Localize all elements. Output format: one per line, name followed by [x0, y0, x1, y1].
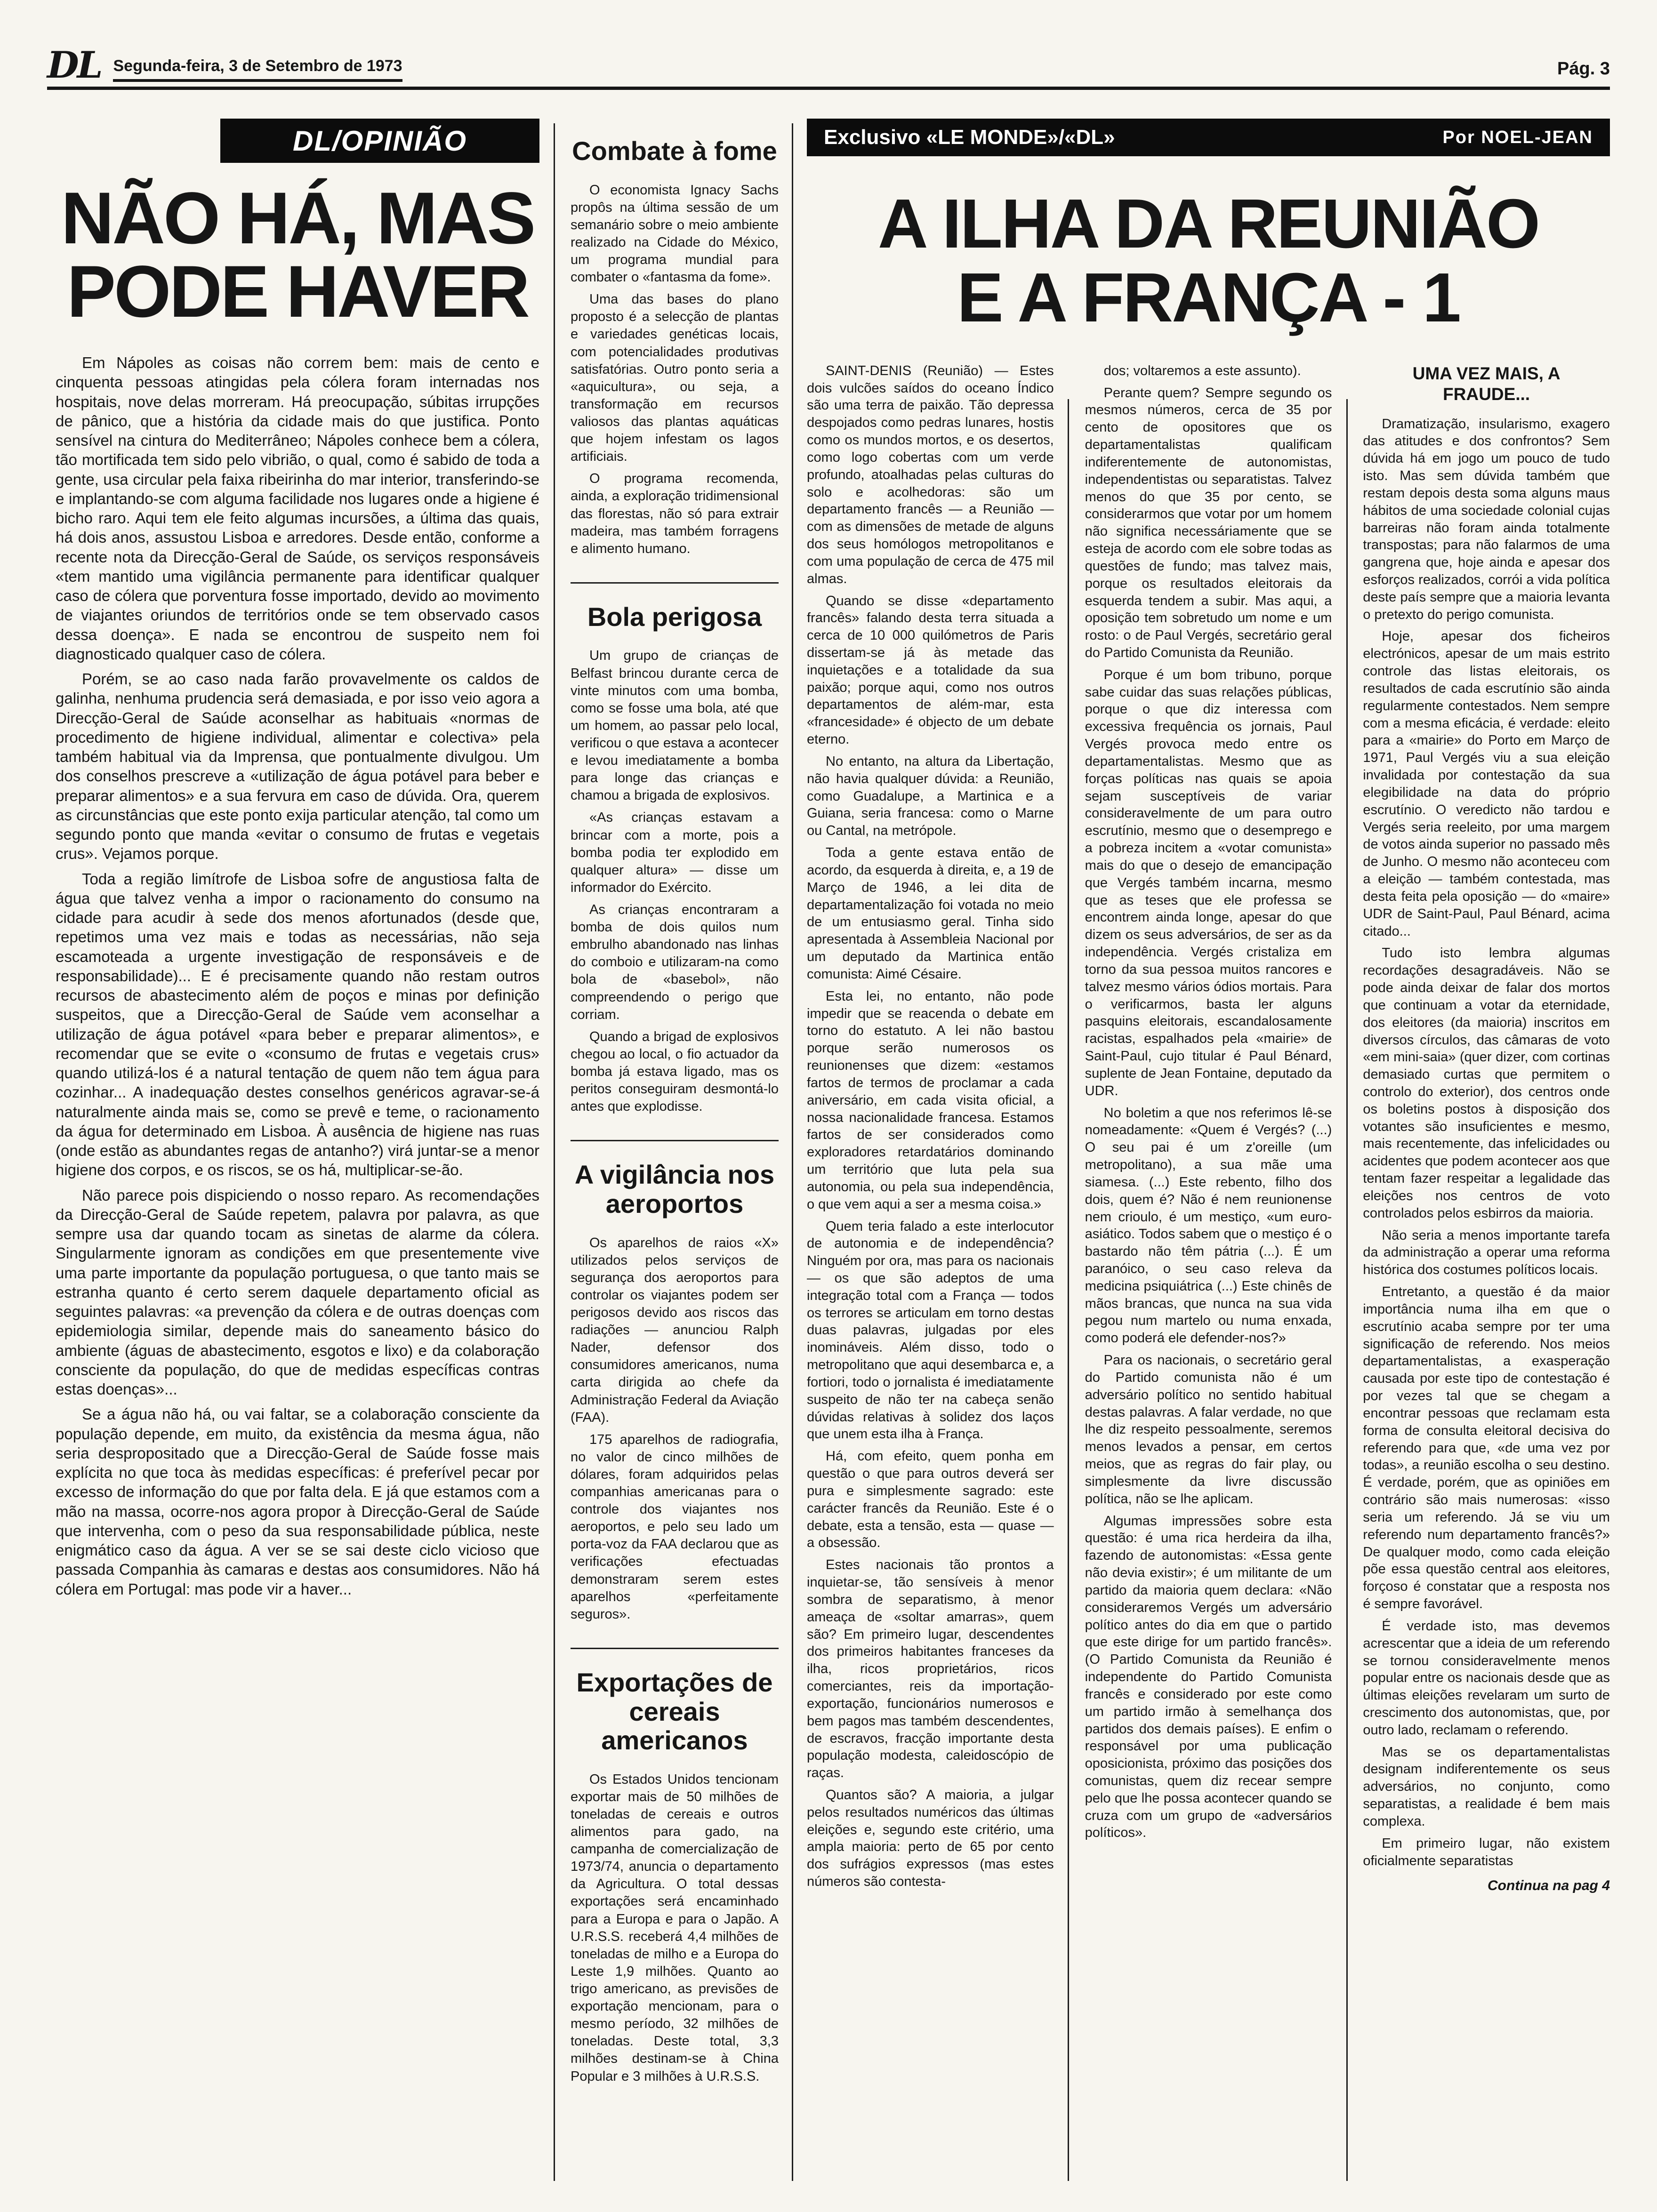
paragraph: Em Nápoles as coisas não correm bem: mais de cento e cinquenta pessoas atingidas pela cólera foram internadas nos hospitais, nove delas morreram. Há preocupação, súbitas irrupções de pânico, que a história da cidade mais do que justifica. Ponto sensível na cintura do Mediterrâneo; Nápoles conhece bem a cólera, tão mortificada tem sido pelo vibrião, o qual, como é sabido de toda a gente, usa circular pela faixa ribeirinha do mar interior, transferindo-se e implantando-se com alguma facilidade nos lugares onde a higiene é bicho raro. Aqui tem ele feito algumas incursões, a última das quais, há dois anos, assustou Lisboa e arredores. Desde então, conforme a recente nota da Direcção-Geral de Saúde, os serviços responsáveis «tem mantido uma vigilância permanente para identificar qualquer caso de cólera que porventura fosse importado, devido ao movimento de viajantes oriundos de territórios onde se tem observado casos dessa doença». E nada se encontrou de suspeito nem foi diagnosticado qualquer caso de cólera. [56, 354, 539, 663]
paragraph: Não parece pois dispiciendo o nosso reparo. As recomendações da Direcção-Geral de Saúde repetem, palavra por palavra, as que sempre usa dar quando tocam as sinetas de alarme da cólera. Singularmente ignoram as condições em que presentemente vive uma parte importante da população portuguesa, o que tanto mais se estranha quanto é certo serem daquele departamento oficial as seguintes palavras: «a prevenção da cólera e de outras doenças com epidemiologia similar, depende mais do saneamento básico do ambiente (águas de abastecimento, esgotos e lixo) e da colaboração consciente da população, do que de medidas específicas contras estas doenças»... [56, 1186, 539, 1398]
paragraph: Toda a região limítrofe de Lisboa sofre de angustiosa falta de água que talvez venha a impor o racionamento do consumo na cidade para acudir à sede dos menos afortunados (desde que, repetimos uma vez mais e todas as necessárias, não seja escamoteada a urgente investigação de responsáveis e de responsabilidade)... E é precisamente quando não restam outros recursos de abastecimento além de poços e minas por definição suspeitos, que a Direcção-Geral de Saúde vem aconselhar a utilização de água potável «para beber e preparar alimentos», e recomendar que se evite o «consumo de frutas e vegetais crus» quando utilizá-los é a natural tentação de quem não tem água para cozinhar... A inadequação destes conselhos genéricos agravar-se-á naturalmente ainda mais se, como se prevê e teme, o racionamento da água for determinado em Lisboa. À ausência de higiene nas ruas (onde estão as abundantes regas de antanho?) virá juntar-se a menor higiene dos corpos, e os riscos, se os há, multiplicar-se-ão. [56, 870, 539, 1179]
feature-headline-line1: A ILHA DA REUNIÃO [877, 185, 1539, 263]
paragraph: SAINT-DENIS (Reunião) — Estes dois vulcões saídos do oceano Índico são uma terra de paixão. Tão depressa despojados como pedras lunares, hostis como os mundos mortos, e os desertos, como logo cobertas com um verde profundo, atoalhadas pelas culturas do solo e acolhedoras: são um departamento francês — a Reunião — com as dimensões de metade de alguns dos seus homólogos metropolitanos e com uma população de cerca de 475 mil almas. [807, 363, 1054, 586]
paragraph: Uma das bases do plano proposto é a selecção de plantas e variedades genéticas locais, com potencialidades produtivas satisfatórias. Outro ponto seria a «aquicultura», ou seja, a transformação em recursos valiosos das plantas aquáticas que hojem infestam os lagos artificiais. [571, 292, 779, 465]
paragraph: Se a água não há, ou vai faltar, se a colaboração consciente da população depende, em muito, da existência da mesma água, não seria despropositado que a Direcção-Geral de Saúde fosse mais explícita no que toca às medidas específicas: é preferível pecar por excesso de informação do que por falta dela. E já que estamos com a mão na massa, ocorre-nos agora propor à Direcção-Geral de Saúde que intervenha, com o peso da sua responsabilidade pública, neste enigmático caso da água. A ver se se sai deste ciclo vicioso que passada Companhia às camaras e destas aos consumidores. Não há cólera em Portugal: mas pode vir a haver... [56, 1405, 539, 1598]
newspaper-logo: DL [47, 43, 101, 87]
paragraph: As crianças encontraram a bomba de dois quilos num embrulho abandonado nas linhas do comboio e utilizaram-na como bola de «basebol», não compreendendo o perigo que corriam. [571, 902, 779, 1022]
paragraph: dos; voltaremos a este assunto). [1103, 363, 1301, 378]
feature-column-1 [807, 362, 1054, 2137]
exclusive-label: Exclusivo «LE MONDE»/«DL» [824, 126, 1115, 149]
paragraph: Há, com efeito, quem ponha em questão o que para outros deverá ser pura e simplesmente sagrado: este carácter francês da Reunião. Este é o debate, esta a tensão, esta — quase — a obsessão. [807, 1449, 1054, 1551]
paragraph: Hoje, apesar dos ficheiros electrónicos, apesar de um mais estrito controle das listas eleitorais, os resultados de cada escrutínio são ainda regularmente contestados. Nem sempre com a mesma eficácia, é verdade: eleito para a «mairie» do Porto em Março de 1971, Paul Vergés viu a sua eleição invalidada por contestação da sua elegibilidade na data do próprio escrutínio. O veredicto não tardou e Vergés seria reeleito, por uma margem de votos ainda superior no passado mês de Junho. O mesmo não aconteceu com a eleição — também contestada, mas desta feita pela oposição — do «maire» UDR de Saint-Paul, Paul Bénard, acima citado... [1363, 629, 1610, 939]
opinion-article [56, 119, 539, 2185]
page-number: Pág. 3 [1557, 59, 1610, 79]
paragraph: Os aparelhos de raios «X» utilizados pelos serviços de segurança dos aeroportos para controlar os viajantes podem ser perigosos devido aos riscos das radiações — anunciou Ralph Nader, defensor dos consumidores americanos, numa carta dirigida ao chefe da Administração Federal da Aviação (FAA). [571, 1235, 779, 1425]
byline: Por NOEL-JEAN [1442, 127, 1593, 147]
feature-column-3 [1363, 362, 1610, 2137]
continuation-note: Continua na pag 4 [1488, 1878, 1610, 1894]
paragraph: Quantos são? A maioria, a julgar pelos resultados numéricos das últimas eleições e, segundo este critério, uma ampla maioria: perto de 65 por cento dos sufrágios expressos (mas estes números são contesta- [807, 1787, 1054, 1890]
opinion-headline [56, 177, 539, 333]
article-title: A vigilância nos aeroportos [574, 1160, 775, 1218]
opinion-section-label: DL/OPINIÃO [220, 119, 539, 163]
article-vigilancia-aeroportos [571, 1140, 779, 1623]
news-briefs-column [571, 126, 779, 2188]
paragraph: Algumas impressões sobre esta questão: é uma rica herdeira da ilha, fazendo de autonomistas: «Essa gente não devia existir»; é um militante de um partido da maioria quem declara: «Não consideraremos Vergés um adversário político antes do dia em que o partido que este dirige for um partido francês». (O Partido Comunista da Reunião é independente do Partido Comunista francês e considerado por este como um partido irmão à semelhança dos partidos dos demais países). E enfim o responsável por uma publicação oposicionista, próximo das posições dos comunistas, quem diz recear sempre pelo que lhe possa acontecer quando se cruza com um grupo de «adversários políticos». [1085, 1513, 1332, 1841]
paragraph: É verdade isto, mas devemos acrescentar que a ideia de um referendo se tornou consideravelmente menos popular entre os nacionais desde que as últimas eleições revelaram um surto de crescimento dos autonomistas, que, por outro lado, reclamam o referendo. [1363, 1618, 1610, 1738]
article-title: Exportações de cereais americanos [576, 1667, 773, 1755]
masthead-rule [47, 87, 1610, 90]
edition-date: Segunda-feira, 3 de Setembro de 1973 [113, 57, 402, 82]
column-rule [554, 123, 555, 2181]
paragraph: Porque é um bom tribuno, porque sabe cuidar das suas relações públicas, porque o que diz interessa com excessiva frequência os jornais, Paul Vergés provoca medo entre os departamentalistas. Mesmo que as forças políticas nas quais se apoia sejam susceptíveis de variar consideravelmente de um para outro escrutínio, mesmo que o desemprego e a pobreza incitem a «votar comunista» mais do que o desejo de emancipação que Vergés também incarna, mesmo que as teses que ele professa se encontrem ainda longe, apesar do que dizem os seus adversários, de ser as da independência. Vergés cristaliza em torno da sua pessoa muitos rancores e talvez mesmo vários ódios mortais. Para o verificarmos, basta ler alguns pasquins eleitorais, escandalosamente racistas, espalhados pela «mairie» de Saint-Paul, cujo titular é Paul Bénard, suplente de Jean Fontaine, deputado da UDR. [1085, 667, 1332, 1098]
paragraph: Quando se disse «departamento francês» falando desta terra situada a cerca de 10 000 quilómetros de Paris dissertam-se já às metade das inquietações e a totalidade da sua paixão; porque aqui, como nos outros departamentos de além-mar, esta «francesidade» é objecto de um debate eterno. [807, 593, 1054, 747]
paragraph: Os Estados Unidos tencionam exportar mais de 50 milhões de toneladas de cereais e outros alimentos para gado, na campanha de comercialização de 1973/74, anuncia o departamento da Agricultura. O total dessas exportações será encaminhado para a Europa e para o Japão. A U.R.S.S. receberá 4,4 milhões de toneladas de milho e a Europa do Leste 1,9 milhões. Quanto ao trigo americano, as previsões de exportação mencionam, para o mesmo período, 32 milhões de toneladas. Deste total, 3,3 milhões destinam-se à China Popular e 3 milhões à U.R.S.S. [571, 1771, 779, 2084]
feature-kicker-bar [807, 119, 1610, 156]
paragraph: Estes nacionais tão prontos a inquietar-se, tão sensíveis à menor sombra de separatismo, à menor ameaça de «soltar amarras», quem são? Em primeiro lugar, descendentes dos primeiros habitantes franceses da ilha, ricos proprietários, ricos comerciantes, reis da importação-exportação, funcionários numerosos e bem pagos mas também descendentes, de escravos, fracção importante desta população modesta, caleidoscópio de raças. [807, 1557, 1054, 1781]
feature-columns [807, 362, 1610, 2137]
paragraph: Em primeiro lugar, não existem oficialmente separatistas [1363, 1835, 1610, 1868]
paragraph: 175 aparelhos de radiografia, no valor de cinco milhões de dólares, foram adquiridos pelas companhias americanas para o controle dos viajantes nos aeroportos, e pelo seu lado um porta-voz da FAA declarou que as verificações efectuadas demonstraram serem estes aparelhos «perfeitamente seguros». [571, 1432, 779, 1622]
feature-headline-line2: E A FRANÇA - 1 [957, 258, 1460, 337]
masthead [47, 41, 1610, 87]
paragraph: Tudo isto lembra algumas recordações desagradáveis. Não se pode ainda deixar de falar dos mortos que continuam a votar da eternidade, dos eleitores (da maioria) inscritos em diversos círculos, das câmaras de voto «em mini-saia» (quer dizer, com cortinas demasiado curtas que permitem o controlo do exterior), dos centros onde os boletins postos à disposição dos votantes são insuficientes e mesmo, mais recentemente, das infelicidades ou acidentes que podem acontecer aos que tentam fazer respeitar a legalidade das eleições nos centros de voto controlados pelos esbirros da maioria. [1363, 946, 1610, 1221]
paragraph: Perante quem? Sempre segundo os mesmos números, cerca de 35 por cento de opositores que os departamentalistas qualificam indiferentemente de autonomistas, independentistas ou separatistas. Talvez menos do que 35 por cento, se considerarmos que votar por um homem não significa necessáriamente que se esteja de acordo com ele sobre todas as questões de fundo; mas talvez mais, porque os resultados eleitorais da esquerda tendem a subir. Mas aqui, a oposição tem sobretudo um nome e um rosto: o de Paul Vergés, secretário geral do Partido Comunista da Reunião. [1085, 385, 1332, 660]
paragraph: Esta lei, no entanto, não pode impedir que se reacenda o debate em torno do estatuto. A lei não bastou porque serão numerosos os reunionenses que dizem: «estamos fartos de termos de proclamar a cada aniversário, em cada visita oficial, a nossa nacionalidade francesa. Estamos fartos de ser considerados como exploradores retardatários dominando um território que luta pela sua autonomia, ou pela sua independência, o que vem aqui a ser a mesma coisa.» [807, 988, 1054, 1212]
feature-article [807, 119, 1610, 2185]
paragraph: No entanto, na altura da Libertação, não havia qualquer dúvida: a Reunião, como Guadalupe, a Martinica e a Guiana, seria francesa: como o Marne ou Cantal, na metrópole. [807, 753, 1054, 839]
paragraph: Quando a brigad de explosivos chegou ao local, o fio actuador da bomba já estava ligado, mas os peritos conseguiram desmontá-lo antes que explodisse. [571, 1029, 779, 1114]
paragraph: Um grupo de crianças de Belfast brincou durante cerca de vinte minutos com uma bomba, como se fosse uma bola, até que um homem, ao passar pelo local, verificou o que estava a acontecer e levou imediatamente a bomba para longe das crianças e chamou a brigada de explosivos. [571, 648, 779, 803]
paragraph: «As crianças estavam a brincar com a morte, pois a bomba podia ter explodido em qualquer altura» — disse um informador do Exército. [571, 810, 779, 895]
feature-column-2 [1085, 362, 1332, 2137]
feature-subhead: UMA VEZ MAIS, A FRAUDE... [1412, 363, 1560, 404]
masthead-left [47, 43, 402, 87]
paragraph: Quem teria falado a este interlocutor de autonomia e de independência? Ninguém por ora, mas para os nacionais — os que são adeptos de uma integração total com a França — todos os terrores se articulam em torno destas duas palavras, julgadas por eles inomináveis. Além disso, todo o metropolitano que aqui desembarca e, a fortiori, todo o jornalista é imediatamente suspeito de não ter na cabeça senão dúvidas relativas à solidez dos laços que unem esta ilha à França. [807, 1218, 1054, 1442]
feature-headline [807, 187, 1610, 335]
paragraph: Dramatização, insularismo, exagero das atitudes e dos confrontos? Sem dúvida há em jogo um pouco de tudo isto. Mas sem dúvida também que restam depois desta soma alguns maus hábitos de uma sociedade colonial cujas barreiras não foram ainda totalmente transpostas; para não falarmos de uma gangrena que, hoje ainda e apesar dos esforços realizados, corrói a vida política deste país sempre que a maioria levanta o pretexto do perigo comunista. [1363, 416, 1610, 622]
opinion-headline-line2: PODE HAVER [67, 251, 528, 333]
article-title: Combate à fome [572, 136, 777, 166]
paragraph: Porém, se ao caso nada farão provavelmente os caldos de galinha, nenhuma prudencia será demasiada, e por isso veio agora a Direcção-Geral de Saúde aconselhar as habituais «normas de procedimento de higiene individual, alimentar e colectiva» pela também habitual via da Imprensa, que pontualmente divulgou. Um dos conselhos prescreve a «utilização de água potável para beber e preparar alimentos» e a sua fervura em caso de dúvida. Ora, querem as circunstâncias que este ponto exija particular atenção, tal como um segundo ponto que manda «evitar o consumo de frutas e vegetais crus». Vejamos porque. [56, 670, 539, 863]
article-exportacoes-cereais [571, 1648, 779, 2085]
paragraph: Para os nacionais, o secretário geral do Partido comunista não é um adversário político no sentido habitual destas palavras. A falar verdade, no que lhe diz respeito pessoalmente, seremos menos levados a pensar, em certos meios, que as regras do fair play, ou simplesmente da livre discussão política, não se lhe aplicam. [1085, 1353, 1332, 1507]
article-combate-a-fome [571, 126, 779, 558]
paragraph: Não seria a menos importante tarefa da administração a operar uma reforma histórica dos costumes políticos locais. [1363, 1227, 1610, 1278]
opinion-headline-line1: NÃO HÁ, MAS [61, 177, 534, 259]
paragraph: O programa recomenda, ainda, a exploração tridimensional das florestas, não só para extrair madeira, mas também forragens e alimento humano. [571, 471, 779, 556]
paragraph: Entretanto, a questão é da maior importância numa ilha em que o escrutínio acaba sempre por ter uma significação de referendo. Nos meios departamentalistas, a exasperação causada por este tipo de contestação é por vezes tal que se chegam a encontrar pessoas que reclamam esta forma de consulta eleitoral decisiva do referendo para que, «de uma vez por todas», a reunião escolha o seu destino. É verdade, porém, que as opiniões em contrário são mais numerosas: «isso seria um referendo. Já se viu um referendo num departamento francês?» De qualquer modo, como cada eleição põe essa questão central aos eleitores, forçoso é constatar que a resposta nos é sempre favorável. [1363, 1284, 1610, 1612]
paragraph: Mas se os departamentalistas designam indiferentemente os seus adversários, no conjunto, como separatistas, a realidade é bem mais complexa. [1363, 1744, 1610, 1829]
paragraph: O economista Ignacy Sachs propôs na última sessão de um semanário sobre o meio ambiente realizado na Cidade do México, um programa mundial para combater o «fantasma da fome». [571, 182, 779, 285]
column-rule [792, 123, 793, 2181]
article-bola-perigosa [571, 582, 779, 1115]
paragraph: Toda a gente estava então de acordo, da esquerda à direita, e, a 19 de Março de 1946, a lei dita de departamentalização foi votada no meio de um entusiasmo geral. Tinha sido apresentada à Assembleia Nacional por um deputado da Martinica então comunista: Aimé Césaire. [807, 845, 1054, 982]
article-title: Bola perigosa [587, 601, 762, 632]
paragraph: No boletim a que nos referimos lê-se nomeadamente: «Quem é Vergés? (...) O seu pai é um z'oreille (um metropolitano), a sua mãe uma siamesa. (...) Este rebento, filho dos dois, quem é? Não é nem reunionense nem crioulo, é um mestiço, «um euro-asiático. Todos sabem que o mestiço é o bastardo não têm pátria (...). É um paranóico, o seu caso releva da medicina psiquiátrica (...) Este chinês de mãos brancas, que nunca na sua vida pegou num martelo ou numa enxada, como poderá ele defender-nos?» [1085, 1105, 1332, 1346]
